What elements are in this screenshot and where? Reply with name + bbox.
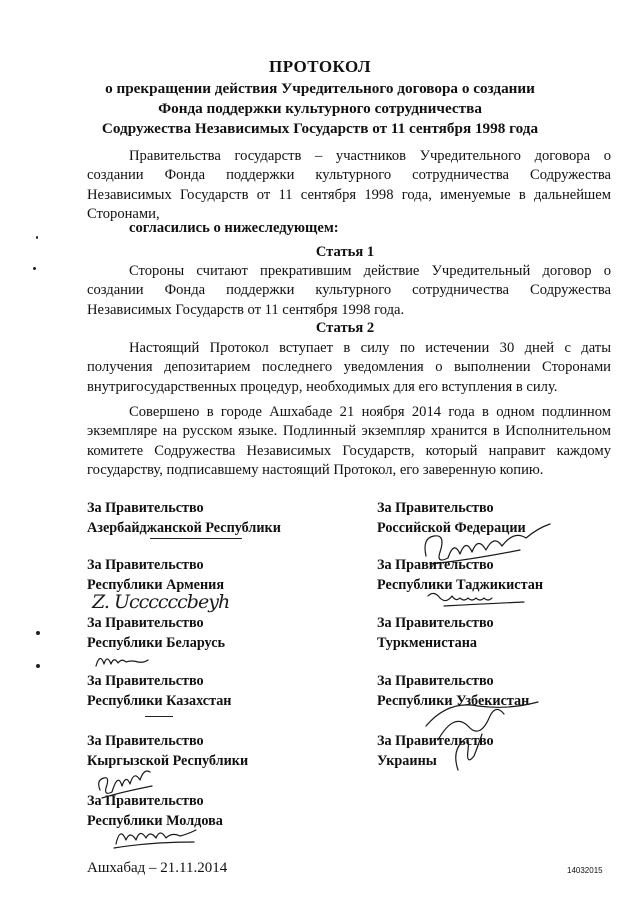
- agreed-line: согласились о нижеследующем:: [129, 220, 339, 236]
- signature-block-turkmenistan: [377, 614, 494, 653]
- footer-place-date: Ашхабад – 21.11.2014: [87, 860, 228, 876]
- signature-country: Республики Казахстан: [87, 692, 232, 709]
- signature-label: За Правительство: [87, 615, 204, 631]
- signature-country: Российской Федерации: [377, 519, 526, 536]
- signature-moldova: [110, 822, 200, 852]
- signature-country: Республики Таджикистан: [377, 576, 543, 593]
- signature-line: [145, 716, 173, 717]
- footer-doc-number: 14032015: [567, 866, 603, 875]
- margin-mark: [36, 236, 38, 239]
- signature-label: За Правительство: [377, 557, 494, 573]
- signature-block-armenia: [87, 556, 224, 595]
- signature-label: За Правительство: [377, 615, 494, 631]
- signature-country: Республики Армения: [87, 576, 225, 593]
- signature-country: Республики Молдова: [87, 812, 223, 829]
- signature-label: За Правительство: [377, 500, 494, 516]
- title-line-1: о прекращении действия Учредительного договора о создании: [105, 80, 535, 97]
- signature-country: Кыргызской Республики: [87, 752, 249, 769]
- article-1-text: Стороны считают прекратившим действие Учредительный договор о создании Фонда поддержки культурного сотрудничества Содружества Независимых Государств от 11 сентября 1998 года.: [87, 263, 611, 318]
- signature-line: [150, 538, 242, 539]
- article-1-heading: Статья 1: [315, 244, 375, 260]
- signature-block-belarus: [87, 614, 225, 653]
- signature-label: За Правительство: [87, 793, 204, 809]
- margin-mark: [33, 267, 36, 270]
- signature-country: Республики Беларусь: [87, 634, 225, 651]
- signature-block-kazakhstan: [87, 672, 231, 711]
- document-heading: ПРОТОКОЛ: [268, 57, 371, 76]
- signature-label: За Правительство: [87, 500, 204, 516]
- signature-block-azerbaijan: [87, 499, 281, 538]
- signature-label: За Правительство: [87, 733, 204, 749]
- signature-tajikistan: [420, 586, 530, 610]
- closing-paragraph: Совершено в городе Ашхабаде 21 ноября 2014 года в одном подлинном экземпляре на русском языке. Подлинный экземпляр хранится в Исполнительном комитете Содружества Независимых Государств, который направит каждому государству, подписавшему настоящий Протокол, его заверенную копию.: [87, 404, 611, 478]
- signature-country: Азербайджанской Республики: [87, 519, 281, 536]
- signature-belarus: [92, 650, 152, 672]
- intro-paragraph: Правительства государств – участников Учредительного договора о создании Фонда поддержки культурного сотрудничества Содружества Независимых Государств от 11 сентября 1998 года, именуемые в дальнейшем Сторонами,: [87, 148, 611, 222]
- signature-ukraine: [448, 726, 488, 776]
- signature-label: За Правительство: [87, 557, 204, 573]
- signature-country: Украины: [377, 752, 437, 769]
- margin-mark: [36, 664, 40, 668]
- signature-label: За Правительство: [87, 673, 204, 689]
- signature-label: За Правительство: [377, 673, 494, 689]
- title-line-2: Фонда поддержки культурного сотрудничества: [158, 100, 482, 117]
- title-line-3: Содружества Независимых Государств от 11 сентября 1998 года: [101, 120, 539, 137]
- article-2-text: Настоящий Протокол вступает в силу по истечении 30 дней с даты получения депозитарием последнего уведомления о выполнении Сторонами внутригосударственных процедур, необходимых для его вступления в силу.: [87, 340, 611, 395]
- signature-country: Республики Узбекистан: [377, 692, 530, 709]
- signature-label: За Правительство: [377, 733, 494, 749]
- article-2-heading: Статья 2: [315, 320, 375, 336]
- margin-mark: [36, 631, 40, 635]
- signature-armenia-handwriting: Z. Uccccccbeyh: [92, 591, 230, 613]
- signature-country: Туркменистана: [377, 634, 478, 651]
